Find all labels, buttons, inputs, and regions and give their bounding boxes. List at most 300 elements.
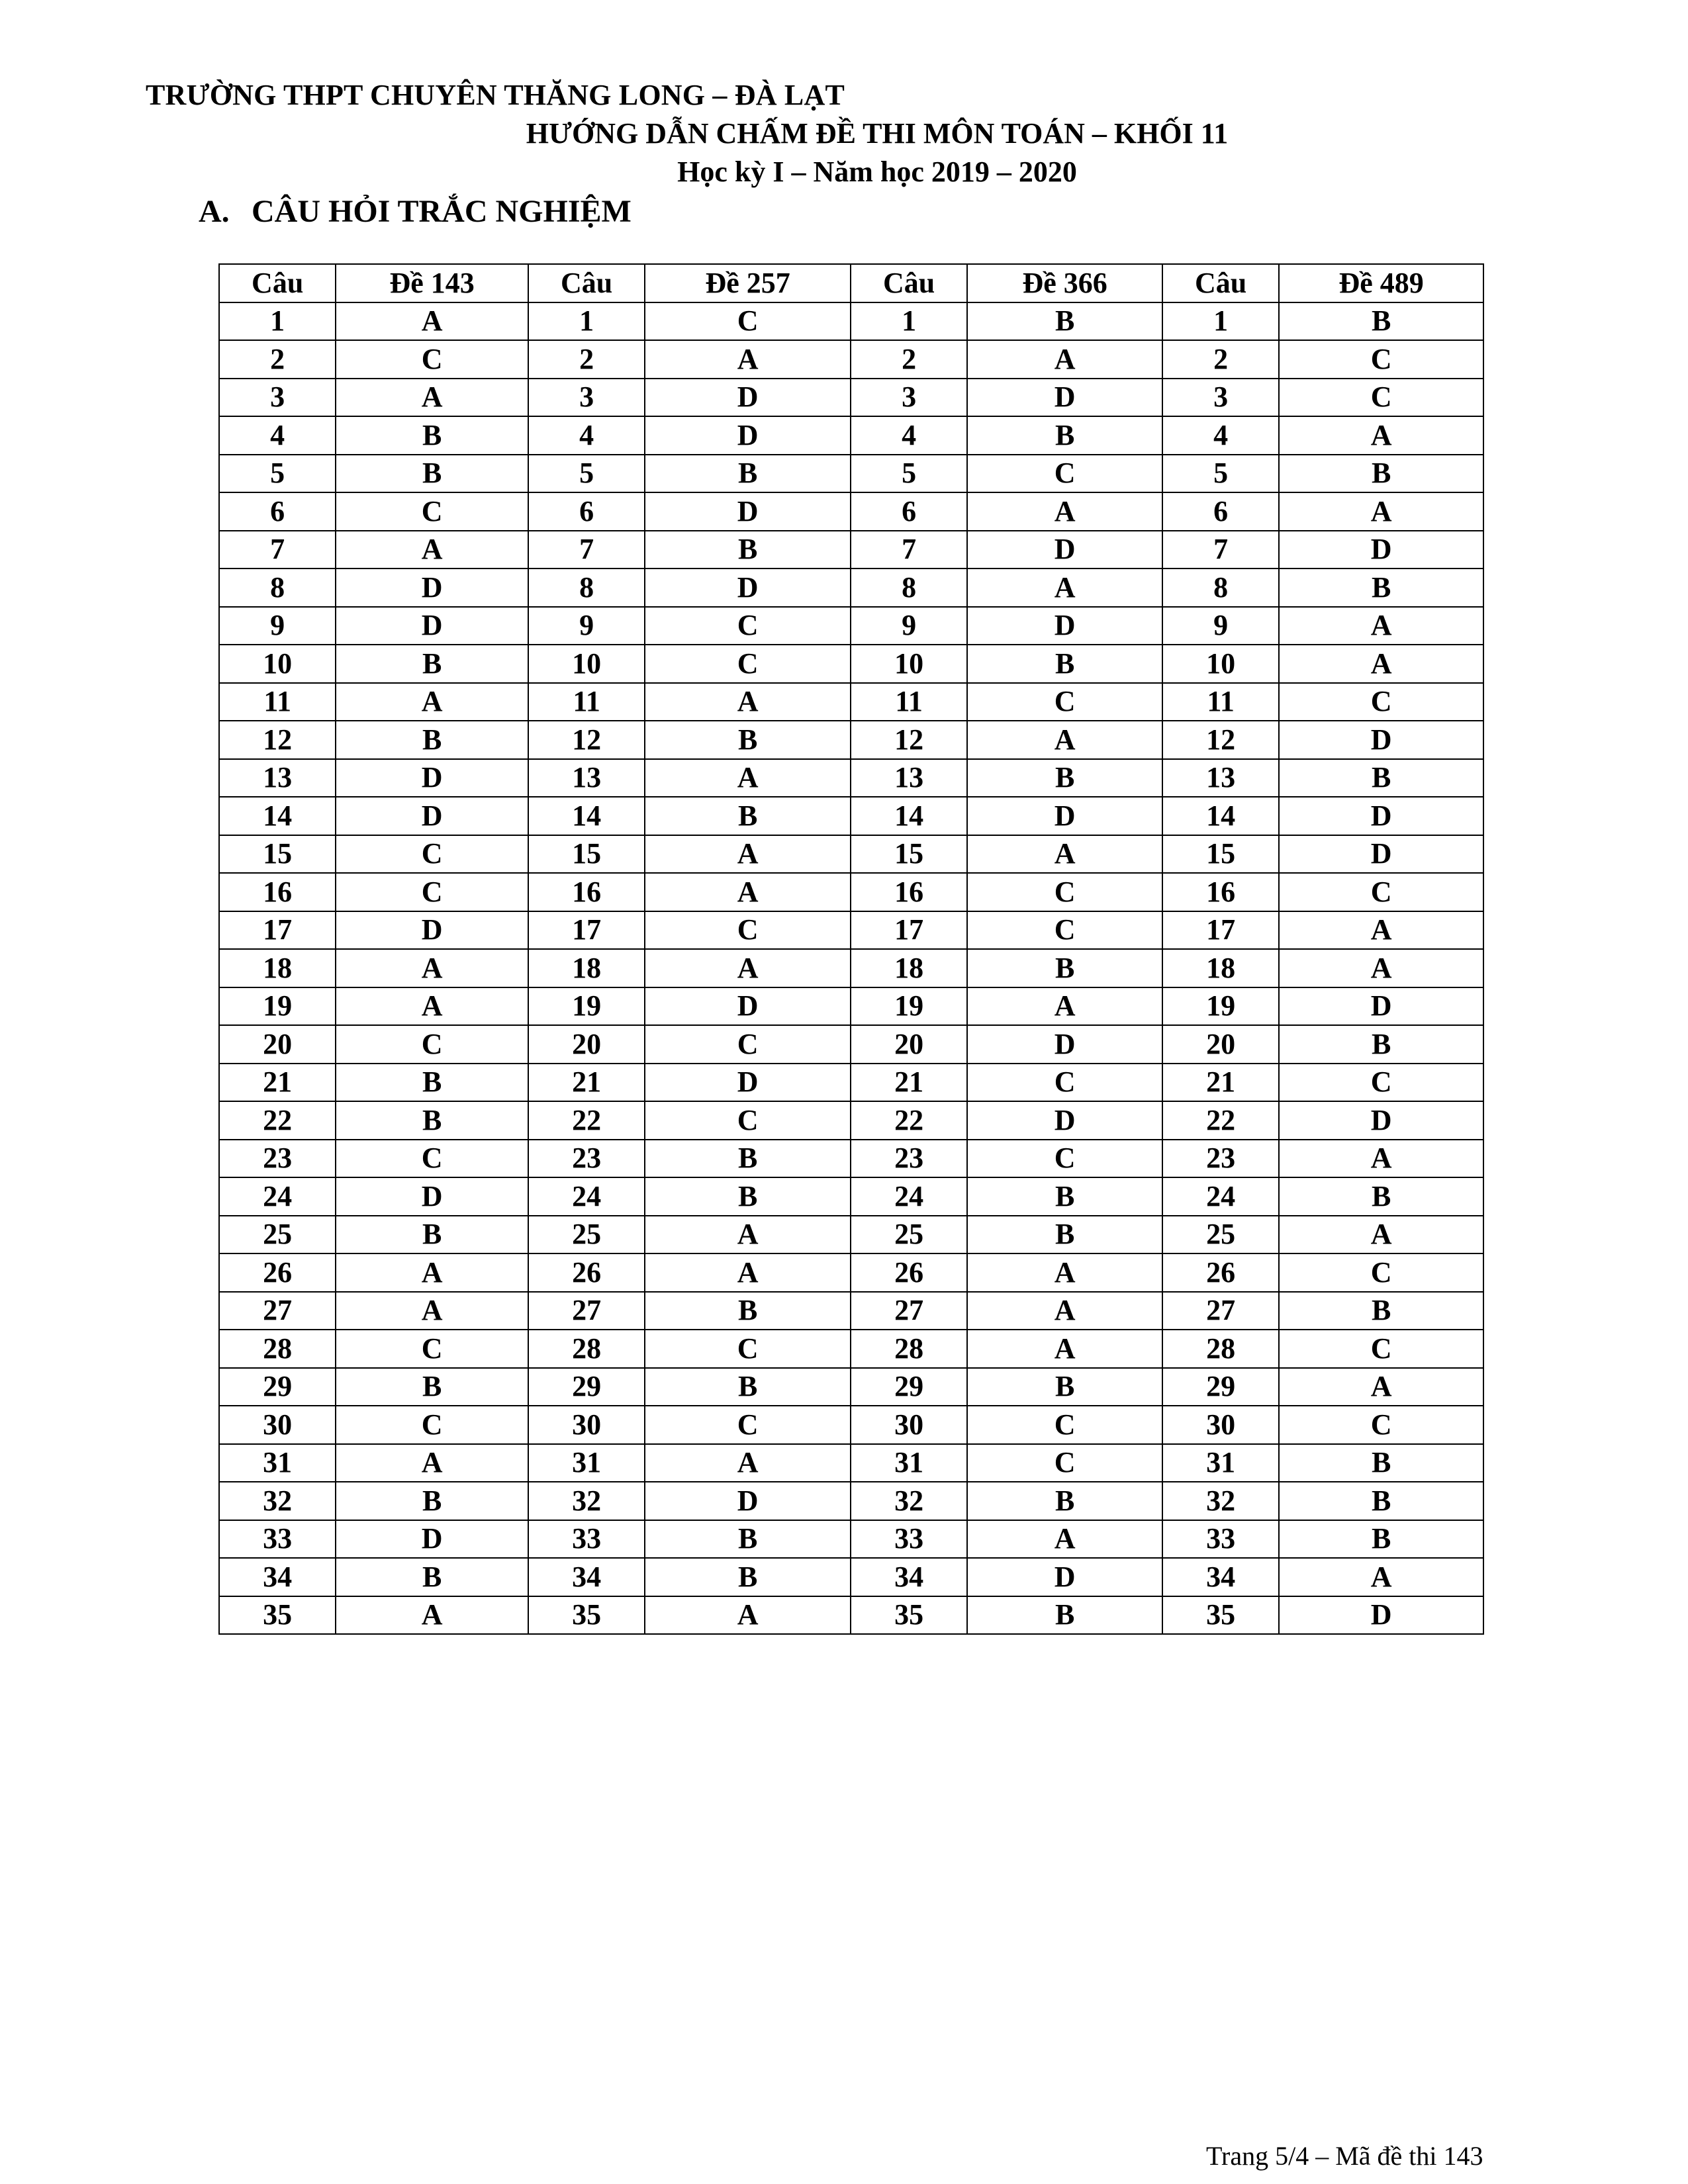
question-number-cell: 25	[219, 1216, 336, 1254]
question-number-cell: 14	[219, 797, 336, 835]
answer-cell: D	[645, 492, 851, 531]
question-number-cell: 14	[528, 797, 645, 835]
answer-cell: C	[967, 1406, 1162, 1444]
answer-cell: A	[1279, 607, 1483, 645]
answer-cell: D	[967, 1558, 1162, 1596]
answer-cell: A	[967, 340, 1162, 379]
answer-cell: A	[336, 1253, 528, 1292]
answer-cell: B	[967, 949, 1162, 987]
question-number-cell: 5	[851, 455, 967, 493]
question-number-cell: 23	[851, 1140, 967, 1178]
answer-cell: D	[1279, 721, 1483, 759]
table-row	[219, 873, 1483, 911]
answer-cell: B	[645, 721, 851, 759]
answer-cell: D	[1279, 531, 1483, 569]
table-row	[219, 721, 1483, 759]
question-number-cell: 20	[528, 1025, 645, 1064]
answer-cell: D	[645, 987, 851, 1026]
question-number-cell: 11	[219, 683, 336, 721]
answer-cell: D	[645, 1482, 851, 1520]
question-column-header: Câu	[528, 264, 645, 302]
question-column-header: Câu	[851, 264, 967, 302]
question-number-cell: 16	[528, 873, 645, 911]
answer-cell: C	[1279, 1330, 1483, 1368]
question-number-cell: 28	[851, 1330, 967, 1368]
answer-cell: C	[336, 1140, 528, 1178]
answer-cell: A	[336, 683, 528, 721]
answer-cell: C	[1279, 1253, 1483, 1292]
answer-cell: D	[645, 569, 851, 607]
answer-cell: A	[1279, 911, 1483, 950]
question-number-cell: 32	[851, 1482, 967, 1520]
table-row	[219, 987, 1483, 1026]
table-row	[219, 1140, 1483, 1178]
answer-cell: D	[967, 1101, 1162, 1140]
answer-cell: B	[967, 759, 1162, 797]
answer-cell: B	[645, 797, 851, 835]
answer-cell: D	[1279, 1596, 1483, 1635]
answer-cell: A	[645, 949, 851, 987]
question-number-cell: 4	[528, 416, 645, 455]
question-number-cell: 6	[1162, 492, 1279, 531]
question-number-cell: 15	[1162, 835, 1279, 874]
table-row	[219, 302, 1483, 341]
answer-cell: D	[336, 911, 528, 950]
question-number-cell: 26	[851, 1253, 967, 1292]
answer-cell: B	[336, 1482, 528, 1520]
question-number-cell: 6	[851, 492, 967, 531]
table-row	[219, 1025, 1483, 1064]
question-number-cell: 2	[219, 340, 336, 379]
question-number-cell: 17	[219, 911, 336, 950]
answer-cell: A	[645, 1216, 851, 1254]
question-number-cell: 29	[528, 1368, 645, 1406]
answer-cell: B	[1279, 1482, 1483, 1520]
answer-cell: A	[645, 835, 851, 874]
table-row	[219, 416, 1483, 455]
answer-cell: A	[1279, 1558, 1483, 1596]
table-row	[219, 455, 1483, 493]
answer-cell: A	[645, 1444, 851, 1482]
answer-cell: B	[967, 1216, 1162, 1254]
question-number-cell: 23	[219, 1140, 336, 1178]
question-number-cell: 7	[1162, 531, 1279, 569]
answer-cell: A	[967, 1253, 1162, 1292]
answer-cell: B	[645, 1368, 851, 1406]
answer-cell: D	[336, 569, 528, 607]
answer-cell: B	[967, 416, 1162, 455]
answer-cell: D	[967, 531, 1162, 569]
answer-cell: D	[1279, 1101, 1483, 1140]
answer-cell: B	[967, 645, 1162, 683]
question-number-cell: 35	[851, 1596, 967, 1635]
answer-cell: B	[336, 1064, 528, 1102]
question-number-cell: 24	[1162, 1177, 1279, 1216]
answer-cell: B	[1279, 569, 1483, 607]
answer-cell: C	[645, 1025, 851, 1064]
question-number-cell: 18	[1162, 949, 1279, 987]
question-number-cell: 19	[1162, 987, 1279, 1026]
question-number-cell: 10	[851, 645, 967, 683]
table-row	[219, 340, 1483, 379]
section-number: A.	[199, 194, 230, 229]
question-number-cell: 21	[528, 1064, 645, 1102]
table-row	[219, 949, 1483, 987]
answer-cell: D	[336, 1177, 528, 1216]
question-number-cell: 31	[851, 1444, 967, 1482]
answer-cell: C	[1279, 340, 1483, 379]
question-number-cell: 28	[528, 1330, 645, 1368]
answer-cell: B	[1279, 1177, 1483, 1216]
question-number-cell: 32	[528, 1482, 645, 1520]
question-number-cell: 14	[1162, 797, 1279, 835]
answer-cell: D	[967, 379, 1162, 417]
answer-cell: D	[336, 607, 528, 645]
question-number-cell: 5	[219, 455, 336, 493]
question-number-cell: 12	[528, 721, 645, 759]
question-number-cell: 3	[1162, 379, 1279, 417]
table-row	[219, 645, 1483, 683]
table-row	[219, 1292, 1483, 1330]
answer-cell: D	[967, 797, 1162, 835]
question-number-cell: 2	[528, 340, 645, 379]
question-number-cell: 33	[219, 1520, 336, 1559]
question-number-cell: 24	[528, 1177, 645, 1216]
question-number-cell: 4	[1162, 416, 1279, 455]
question-number-cell: 25	[528, 1216, 645, 1254]
answer-cell: A	[1279, 492, 1483, 531]
answer-cell: A	[967, 835, 1162, 874]
answer-cell: C	[1279, 1406, 1483, 1444]
table-row	[219, 379, 1483, 417]
answer-cell: B	[1279, 1520, 1483, 1559]
question-number-cell: 15	[528, 835, 645, 874]
answer-cell: B	[336, 1216, 528, 1254]
answer-cell: C	[336, 835, 528, 874]
answer-cell: D	[967, 607, 1162, 645]
question-number-cell: 17	[1162, 911, 1279, 950]
answer-cell: A	[967, 1520, 1162, 1559]
answer-key-header-row	[219, 264, 1483, 302]
answer-cell: C	[336, 492, 528, 531]
answer-cell: A	[645, 1253, 851, 1292]
answer-cell: C	[967, 455, 1162, 493]
question-number-cell: 12	[1162, 721, 1279, 759]
question-number-cell: 16	[1162, 873, 1279, 911]
question-number-cell: 14	[851, 797, 967, 835]
answer-cell: D	[645, 416, 851, 455]
answer-cell: B	[1279, 1444, 1483, 1482]
question-number-cell: 13	[219, 759, 336, 797]
question-number-cell: 5	[528, 455, 645, 493]
question-number-cell: 11	[528, 683, 645, 721]
answer-cell: A	[336, 531, 528, 569]
question-column-header: Câu	[1162, 264, 1279, 302]
answer-cell: A	[336, 949, 528, 987]
answer-cell: B	[1279, 1025, 1483, 1064]
question-number-cell: 13	[528, 759, 645, 797]
answer-cell: B	[645, 1177, 851, 1216]
question-number-cell: 27	[528, 1292, 645, 1330]
question-number-cell: 11	[851, 683, 967, 721]
question-number-cell: 19	[219, 987, 336, 1026]
question-number-cell: 7	[528, 531, 645, 569]
table-row	[219, 607, 1483, 645]
question-number-cell: 20	[219, 1025, 336, 1064]
answer-cell: C	[336, 1330, 528, 1368]
question-number-cell: 9	[528, 607, 645, 645]
exam-489-column-header: Đề 489	[1279, 264, 1483, 302]
table-row	[219, 1253, 1483, 1292]
answer-cell: C	[645, 302, 851, 341]
answer-cell: B	[967, 302, 1162, 341]
table-row	[219, 1101, 1483, 1140]
question-number-cell: 29	[851, 1368, 967, 1406]
table-row	[219, 759, 1483, 797]
answer-cell: D	[1279, 987, 1483, 1026]
question-number-cell: 1	[1162, 302, 1279, 341]
table-row	[219, 1330, 1483, 1368]
question-number-cell: 34	[219, 1558, 336, 1596]
question-number-cell: 1	[219, 302, 336, 341]
answer-cell: A	[645, 1596, 851, 1635]
question-number-cell: 3	[851, 379, 967, 417]
answer-cell: D	[967, 1025, 1162, 1064]
answer-cell: C	[1279, 1064, 1483, 1102]
table-row	[219, 1216, 1483, 1254]
answer-cell: D	[645, 379, 851, 417]
answer-cell: D	[336, 797, 528, 835]
question-number-cell: 9	[219, 607, 336, 645]
answer-cell: A	[967, 1292, 1162, 1330]
question-number-cell: 22	[1162, 1101, 1279, 1140]
question-number-cell: 26	[528, 1253, 645, 1292]
answer-cell: C	[967, 683, 1162, 721]
answer-cell: B	[336, 721, 528, 759]
question-number-cell: 22	[219, 1101, 336, 1140]
question-number-cell: 4	[219, 416, 336, 455]
answer-cell: D	[336, 1520, 528, 1559]
exam-257-column-header: Đề 257	[645, 264, 851, 302]
table-row	[219, 569, 1483, 607]
answer-cell: B	[1279, 1292, 1483, 1330]
question-number-cell: 34	[528, 1558, 645, 1596]
question-number-cell: 26	[1162, 1253, 1279, 1292]
answer-cell: C	[645, 607, 851, 645]
answer-cell: A	[1279, 1368, 1483, 1406]
table-row	[219, 1444, 1483, 1482]
question-number-cell: 13	[851, 759, 967, 797]
question-number-cell: 21	[219, 1064, 336, 1102]
question-number-cell: 18	[851, 949, 967, 987]
answer-cell: C	[336, 1025, 528, 1064]
table-row	[219, 1520, 1483, 1559]
answer-cell: A	[1279, 416, 1483, 455]
question-number-cell: 3	[219, 379, 336, 417]
answer-cell: C	[967, 1444, 1162, 1482]
question-number-cell: 8	[528, 569, 645, 607]
answer-cell: A	[336, 1292, 528, 1330]
answer-cell: C	[645, 911, 851, 950]
question-column-header: Câu	[219, 264, 336, 302]
answer-cell: C	[1279, 873, 1483, 911]
question-number-cell: 9	[1162, 607, 1279, 645]
question-number-cell: 21	[1162, 1064, 1279, 1102]
question-number-cell: 31	[219, 1444, 336, 1482]
question-number-cell: 32	[219, 1482, 336, 1520]
answer-cell: B	[336, 1368, 528, 1406]
question-number-cell: 22	[528, 1101, 645, 1140]
question-number-cell: 27	[219, 1292, 336, 1330]
exam-143-column-header: Đề 143	[336, 264, 528, 302]
question-number-cell: 3	[528, 379, 645, 417]
answer-cell: B	[1279, 302, 1483, 341]
answer-cell: B	[967, 1482, 1162, 1520]
answer-cell: A	[967, 492, 1162, 531]
answer-cell: D	[1279, 797, 1483, 835]
question-number-cell: 20	[851, 1025, 967, 1064]
answer-cell: B	[1279, 455, 1483, 493]
table-row	[219, 1406, 1483, 1444]
school-term: Học kỳ I – Năm học 2019 – 2020	[677, 156, 1077, 188]
question-number-cell: 6	[528, 492, 645, 531]
answer-cell: B	[1279, 759, 1483, 797]
question-number-cell: 35	[528, 1596, 645, 1635]
question-number-cell: 25	[1162, 1216, 1279, 1254]
question-number-cell: 26	[219, 1253, 336, 1292]
question-number-cell: 18	[219, 949, 336, 987]
question-number-cell: 29	[1162, 1368, 1279, 1406]
answer-cell: B	[967, 1368, 1162, 1406]
question-number-cell: 33	[1162, 1520, 1279, 1559]
answer-cell: B	[967, 1596, 1162, 1635]
table-row	[219, 492, 1483, 531]
question-number-cell: 35	[219, 1596, 336, 1635]
answer-cell: B	[645, 1520, 851, 1559]
question-number-cell: 32	[1162, 1482, 1279, 1520]
answer-cell: C	[967, 1140, 1162, 1178]
answer-cell: C	[1279, 379, 1483, 417]
question-number-cell: 23	[1162, 1140, 1279, 1178]
answer-cell: B	[645, 531, 851, 569]
page-footer: Trang 5/4 – Mã đề thi 143	[1206, 2141, 1483, 2171]
answer-key-table	[218, 263, 1484, 1635]
answer-cell: C	[967, 911, 1162, 950]
table-row	[219, 797, 1483, 835]
answer-cell: A	[336, 302, 528, 341]
question-number-cell: 17	[528, 911, 645, 950]
question-number-cell: 20	[1162, 1025, 1279, 1064]
question-number-cell: 28	[219, 1330, 336, 1368]
question-number-cell: 30	[219, 1406, 336, 1444]
question-number-cell: 10	[219, 645, 336, 683]
answer-cell: C	[336, 1406, 528, 1444]
question-number-cell: 7	[219, 531, 336, 569]
answer-cell: A	[645, 683, 851, 721]
question-number-cell: 12	[219, 721, 336, 759]
question-number-cell: 9	[851, 607, 967, 645]
question-number-cell: 5	[1162, 455, 1279, 493]
question-number-cell: 27	[1162, 1292, 1279, 1330]
section-title: CÂU HỎI TRẮC NGHIỆM	[252, 194, 632, 229]
question-number-cell: 33	[851, 1520, 967, 1559]
question-number-cell: 2	[1162, 340, 1279, 379]
answer-cell: B	[336, 1101, 528, 1140]
answer-cell: A	[967, 1330, 1162, 1368]
answer-cell: A	[1279, 949, 1483, 987]
table-row	[219, 1368, 1483, 1406]
question-number-cell: 19	[851, 987, 967, 1026]
question-number-cell: 12	[851, 721, 967, 759]
table-row	[219, 683, 1483, 721]
question-number-cell: 35	[1162, 1596, 1279, 1635]
question-number-cell: 15	[851, 835, 967, 874]
answer-cell: B	[336, 455, 528, 493]
question-number-cell: 8	[851, 569, 967, 607]
table-row	[219, 531, 1483, 569]
answer-cell: B	[336, 645, 528, 683]
exam-366-column-header: Đề 366	[967, 264, 1162, 302]
answer-cell: A	[645, 873, 851, 911]
question-number-cell: 29	[219, 1368, 336, 1406]
table-row	[219, 1596, 1483, 1635]
answer-cell: A	[967, 569, 1162, 607]
document-title: HƯỚNG DẪN CHẤM ĐỀ THI MÔN TOÁN – KHỐI 11	[526, 117, 1229, 150]
answer-cell: B	[645, 1292, 851, 1330]
answer-cell: D	[336, 759, 528, 797]
answer-cell: A	[1279, 1216, 1483, 1254]
answer-cell: C	[1279, 683, 1483, 721]
question-number-cell: 30	[1162, 1406, 1279, 1444]
question-number-cell: 6	[219, 492, 336, 531]
question-number-cell: 25	[851, 1216, 967, 1254]
question-number-cell: 19	[528, 987, 645, 1026]
answer-cell: B	[967, 1177, 1162, 1216]
answer-cell: C	[645, 1101, 851, 1140]
question-number-cell: 34	[851, 1558, 967, 1596]
question-number-cell: 11	[1162, 683, 1279, 721]
answer-cell: A	[645, 340, 851, 379]
question-number-cell: 16	[851, 873, 967, 911]
question-number-cell: 4	[851, 416, 967, 455]
answer-cell: B	[645, 455, 851, 493]
question-number-cell: 13	[1162, 759, 1279, 797]
answer-cell: D	[645, 1064, 851, 1102]
question-number-cell: 22	[851, 1101, 967, 1140]
question-number-cell: 1	[528, 302, 645, 341]
answer-cell: A	[336, 379, 528, 417]
answer-cell: B	[336, 416, 528, 455]
question-number-cell: 8	[1162, 569, 1279, 607]
table-row	[219, 835, 1483, 874]
question-number-cell: 24	[219, 1177, 336, 1216]
question-number-cell: 7	[851, 531, 967, 569]
question-number-cell: 30	[528, 1406, 645, 1444]
question-number-cell: 21	[851, 1064, 967, 1102]
answer-key-body	[219, 302, 1483, 1635]
question-number-cell: 15	[219, 835, 336, 874]
question-number-cell: 30	[851, 1406, 967, 1444]
table-row	[219, 1558, 1483, 1596]
question-number-cell: 24	[851, 1177, 967, 1216]
answer-cell: C	[967, 1064, 1162, 1102]
answer-cell: B	[645, 1558, 851, 1596]
question-number-cell: 33	[528, 1520, 645, 1559]
question-number-cell: 23	[528, 1140, 645, 1178]
question-number-cell: 10	[528, 645, 645, 683]
question-number-cell: 8	[219, 569, 336, 607]
answer-cell: A	[967, 987, 1162, 1026]
